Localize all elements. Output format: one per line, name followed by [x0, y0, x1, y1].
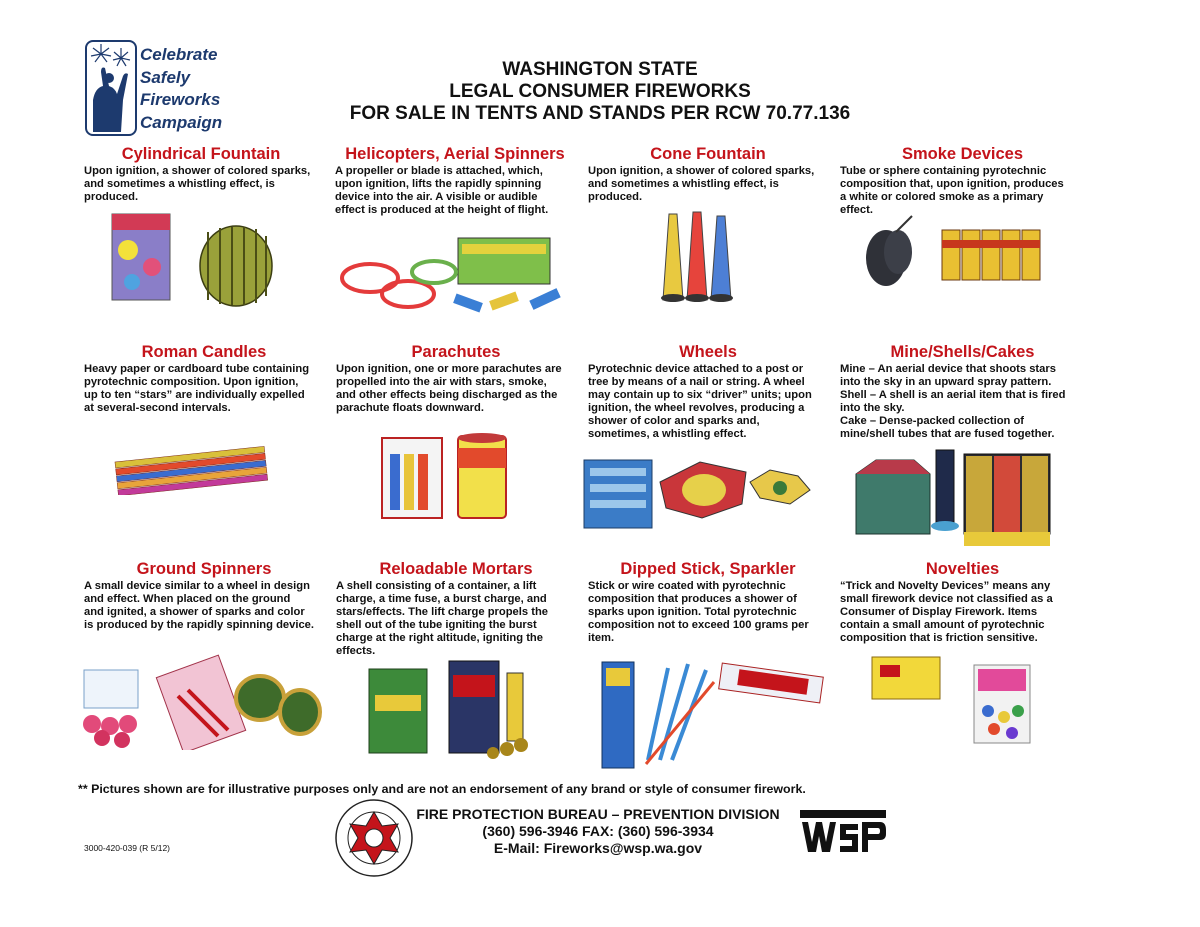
desc-line: Upon ignition, one or more parachutes are: [336, 363, 562, 375]
desc-line: pyrotechnic composition. Upon ignition,: [84, 376, 299, 389]
desc-line: composition that produces a shower of: [588, 593, 797, 606]
category-title: Helicopters, Aerial Spinners: [345, 145, 565, 163]
desc-line: small firework device not classified as a: [840, 593, 1053, 606]
desc-line: upon ignition, lifts the rapidly spinning: [335, 178, 542, 191]
desc-line: produced.: [84, 191, 139, 204]
form-number: 3000-420-039 (R 5/12): [84, 843, 171, 853]
desc-line: tree by means of a nail or string. A wheel: [588, 376, 805, 389]
category-title: Mine/Shells/Cakes: [890, 343, 1035, 361]
page-title: [300, 59, 900, 125]
category-title: Ground Spinners: [136, 560, 272, 578]
category-description: [335, 165, 575, 217]
desc-line: A propeller or blade is attached, which,: [335, 165, 543, 177]
desc-line: Pyrotechnic device attached to a post or: [588, 363, 804, 375]
fire-marshal-seal-icon: [334, 798, 414, 878]
desc-line: composition that is friction sensitive.: [840, 632, 1038, 645]
desc-line: Tube or sphere containing pyrotechnic: [840, 165, 1047, 177]
desc-line: and sometimes a whistling effect, is: [84, 178, 275, 191]
category-title: Wheels: [679, 343, 737, 361]
category-description: [840, 580, 1085, 645]
category-description: [588, 580, 828, 645]
desc-line: sometimes, a whistling effect.: [588, 428, 747, 441]
disclaimer: ** Pictures shown are for illustrative purposes only and are not an endorsement of any brand or style of consumer firework.: [78, 782, 806, 796]
desc-line: into the sky in an upward spray pattern.: [840, 376, 1052, 389]
desc-line: shower of color and sparks and,: [588, 415, 760, 428]
desc-line: Mine – An aerial device that shoots stars: [840, 363, 1056, 375]
category-description: [84, 363, 324, 415]
desc-line: A small device similar to a wheel in design: [84, 580, 310, 592]
parachutes-image: [378, 432, 513, 522]
desc-line: Heavy paper or cardboard tube containing: [84, 363, 310, 375]
category-description: [840, 363, 1085, 442]
category-wheels: [588, 343, 828, 442]
desc-line: into the sky.: [840, 402, 905, 415]
desc-line: and other effects being discharged as the: [336, 389, 558, 402]
desc-line: item.: [588, 632, 615, 645]
category-cylindrical-fountain: [81, 145, 321, 204]
category-title: Roman Candles: [141, 343, 267, 361]
logo-line: Fireworks: [140, 90, 221, 109]
desc-line: Upon ignition, a shower of colored sparks,: [588, 165, 815, 177]
email: E-Mail: Fireworks@wsp.wa.gov: [493, 840, 703, 856]
category-cone-fountain: [588, 145, 828, 204]
desc-line: effect.: [840, 204, 873, 217]
category-novelties: [840, 560, 1085, 645]
category-description: [336, 580, 576, 659]
logo-line: Campaign: [140, 112, 223, 132]
roman-candles-image: [112, 440, 272, 495]
reloadable-mortars-image: [365, 655, 540, 763]
desc-line: ignition, the wheel revolves, producing a: [588, 402, 805, 415]
category-parachutes: [336, 343, 576, 415]
sparklers-image: [598, 652, 828, 772]
category-title: Cone Fountain: [650, 145, 766, 163]
novelties-image: [866, 655, 1041, 747]
category-roman-candles: [84, 343, 324, 415]
category-description: [336, 363, 576, 415]
desc-line: contain a small amount of pyrotechnic: [840, 619, 1045, 632]
mine-shells-cakes-image: [852, 446, 1057, 551]
logo-line: Safely: [140, 67, 191, 87]
desc-line: at several-second intervals.: [84, 402, 231, 415]
washington-state-patrol-logo-icon: [798, 808, 888, 856]
desc-line: composition not to exceed 100 grams per: [588, 619, 809, 632]
desc-line: mine/shell tubes that are fused together.: [840, 428, 1055, 441]
contact-block: [408, 806, 788, 857]
desc-line: charge at the right altitude, igniting the: [336, 632, 543, 645]
title-line-2: LEGAL CONSUMER FIREWORKS: [449, 81, 751, 102]
category-title: Reloadable Mortars: [379, 560, 533, 578]
desc-line: is produced by the rapidly spinning device.: [84, 619, 315, 632]
helicopters-image: [340, 236, 570, 324]
desc-line: Stick or wire coated with pyrotechnic: [588, 580, 786, 592]
desc-line: and ignited, a shower of sparks and color: [84, 606, 305, 619]
category-helicopters: [335, 145, 575, 217]
desc-line: device into the air. A visible or audible: [335, 191, 538, 204]
title-line-1: WASHINGTON STATE: [502, 59, 698, 80]
desc-line: and sometimes a whistling effect, is: [588, 178, 779, 191]
campaign-logo-text: [140, 44, 250, 134]
desc-line: a white or colored smoke as a primary: [840, 191, 1044, 204]
desc-line: produced.: [588, 191, 643, 204]
desc-line: Cake – Dense-packed collection of: [840, 415, 1025, 428]
category-description: [84, 580, 324, 632]
desc-line: and effect. When placed on the ground: [84, 593, 291, 606]
category-smoke-devices: [840, 145, 1085, 217]
desc-line: Shell – A shell is an aerial item that is fired: [840, 389, 1066, 402]
ground-spinners-image: [78, 650, 328, 750]
logo-line: Celebrate: [140, 45, 218, 64]
desc-line: composition that, upon ignition, produces: [840, 178, 1064, 191]
category-title: Dipped Stick, Sparkler: [620, 560, 796, 578]
desc-line: parachute floats downward.: [336, 402, 484, 415]
phone-fax: (360) 596-3946 FAX: (360) 596-3934: [482, 823, 714, 839]
desc-line: stars/effects. The lift charge propels the: [336, 606, 548, 619]
title-line-3: FOR SALE IN TENTS AND STANDS PER RCW 70.77.136: [349, 103, 851, 124]
category-title: Smoke Devices: [901, 145, 1024, 163]
category-description: [84, 165, 321, 204]
desc-line: A shell consisting of a container, a lift: [336, 580, 537, 592]
category-description: [588, 165, 828, 204]
wheels-image: [582, 448, 817, 533]
desc-line: may contain up to six “driver” units; upon: [588, 389, 812, 402]
category-title: Cylindrical Fountain: [121, 145, 281, 163]
desc-line: charge, a time fuse, a burst charge, and: [336, 593, 547, 606]
desc-line: Upon ignition, a shower of colored sparks,: [84, 165, 311, 177]
celebrate-safely-logo-icon: [85, 40, 137, 136]
bureau-name: FIRE PROTECTION BUREAU – PREVENTION DIVISION: [416, 806, 780, 822]
desc-line: effects.: [336, 645, 376, 658]
desc-line: shell out of the tube igniting the burst: [336, 619, 537, 632]
category-description: [588, 363, 828, 442]
category-reloadable-mortars: [336, 560, 576, 659]
desc-line: effect is produced at the height of flight.: [335, 204, 549, 217]
desc-line: sparks upon ignition. Total pyrotechnic: [588, 606, 797, 619]
category-title: Novelties: [925, 560, 1000, 578]
smoke-devices-image: [860, 212, 1060, 292]
category-ground-spinners: [84, 560, 324, 632]
desc-line: propelled into the air with stars, smoke,: [336, 376, 547, 389]
desc-line: up to ten “stars” are individually expelled: [84, 389, 305, 402]
cone-fountain-image: [655, 210, 745, 305]
cylindrical-fountain-image: [108, 212, 278, 307]
desc-line: “Trick and Novelty Devices” means any: [840, 580, 1051, 592]
category-mine-shells-cakes: [840, 343, 1085, 442]
category-dipped-stick-sparkler: [588, 560, 828, 645]
category-title: Parachutes: [411, 343, 501, 361]
desc-line: Consumer of Display Firework. Items: [840, 606, 1038, 619]
category-description: [840, 165, 1085, 217]
